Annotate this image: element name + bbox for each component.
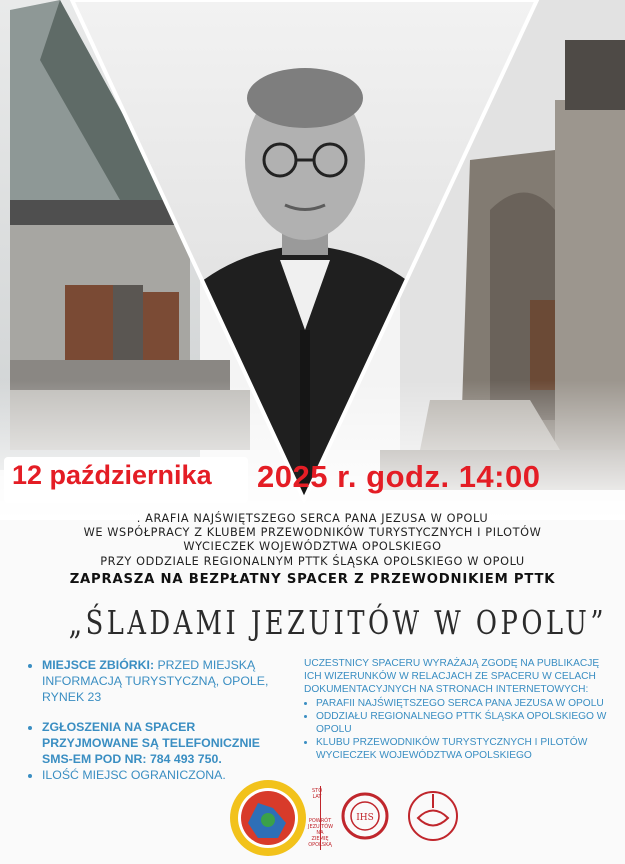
meeting-place-label: MIEJSCE ZBIÓRKI: — [42, 658, 155, 672]
consent-item-3: • KLUBU PRZEWODNIKÓW TURYSTYCZNYCH I PILOTÓW WYCIECZEK WOJEWÓDZTWA OPOLSKIEGO — [316, 736, 614, 762]
pttk-club-logo — [230, 780, 306, 856]
consent-item-2: • ODDZIAŁU REGIONALNEGO PTTK ŚLĄSKA OPOLSKIEGO W OPOLU — [316, 710, 614, 736]
event-year-time: 2025 r. godz. 14:00 — [257, 459, 541, 494]
invitation-line: ZAPRASZA NA BEZPŁATNY SPACER Z PRZEWODNIKIEM PTTK — [69, 572, 556, 587]
event-details — [28, 657, 278, 783]
organizers-block — [0, 512, 625, 569]
registration-info — [42, 719, 278, 767]
jubilee-years: STO LAT — [312, 788, 323, 800]
partner-logos-graphic — [228, 778, 468, 858]
organizer-line-2: WE WSPÓŁPRACY Z KLUBEM PRZEWODNIKÓW TURYSTYCZNYCH I PILOTÓW — [83, 526, 542, 540]
parish-logo — [409, 792, 457, 840]
event-title: „ŚLADAMI JEZUITÓW W OPOLU” — [68, 603, 608, 642]
ihs-monogram: IHS — [356, 813, 374, 823]
consent-block — [304, 657, 614, 763]
organizer-line-3: WYCIECZEK WOJEWÓDZTWA OPOLSKIEGO — [183, 540, 442, 554]
event-date: 12 października — [12, 460, 212, 490]
consent-text: UCZESTNICY SPACERU WYRAŻAJĄ ZGODĘ NA PUBLIKACJĘ ICH WIZERUNKÓW W RELACJACH ZE SPACERU W CELACH DOKUMENTACYJNYCH NA STRONACH INTERNETOWYCH: — [304, 658, 600, 696]
registration-text: ZGŁOSZENIA NA SPACER PRZYJMOWANE SĄ TELEFONICZNIE SMS-EM POD NR: 784 493 750. — [42, 720, 260, 766]
jubilee-caption: POWRÓT JEZUITÓW NA ZIEMIĘ OPOLSKĄ — [308, 818, 334, 848]
organizer-line-1: . ARAFIA NAJŚWIĘTSZEGO SERCA PANA JEZUSA W OPOLU — [136, 512, 489, 525]
organizer-line-4: PRZY ODDZIALE REGIONALNYM PTTK ŚLĄSKA OPOLSKIEGO W OPOLU — [100, 554, 525, 568]
consent-item-1: • PARAFII NAJŚWIĘTSZEGO SERCA PANA JEZUSA W OPOLU — [316, 697, 614, 710]
meeting-place-value: PRZED MIEJSKĄ INFORMACJĄ TURYSTYCZNĄ, OPOLE, RYNEK 23 — [42, 658, 269, 704]
meeting-place — [42, 657, 278, 705]
partner-logos — [228, 778, 468, 858]
limit-info: • ILOŚĆ MIEJSC OGRANICZONA. — [42, 767, 278, 783]
